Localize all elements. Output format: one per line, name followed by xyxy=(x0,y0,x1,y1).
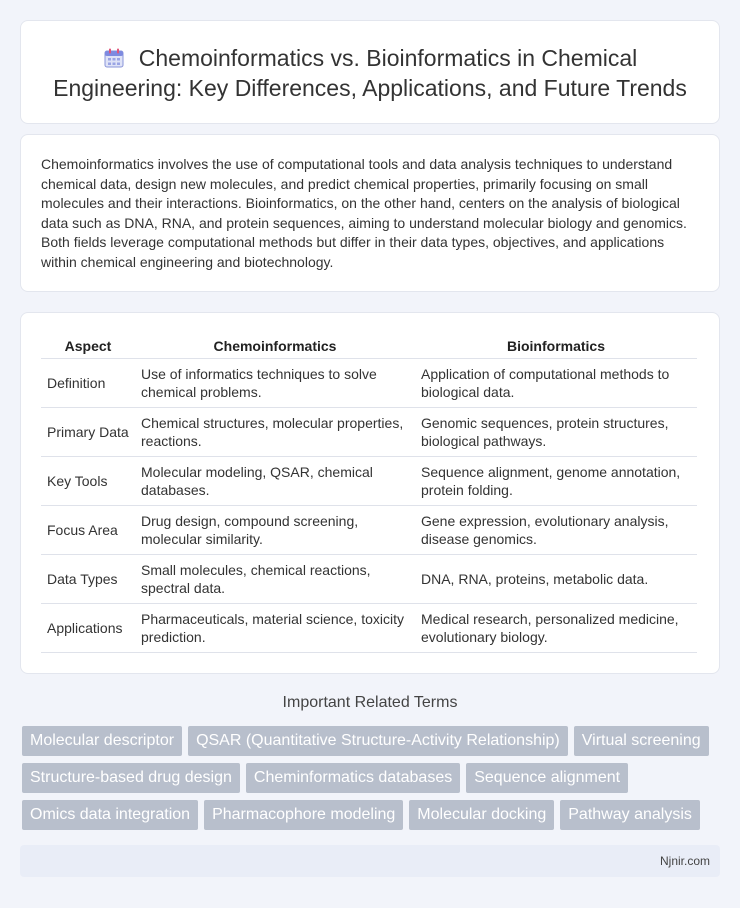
tag-virtual-screening[interactable]: Virtual screening xyxy=(574,726,709,756)
tag-molecular-descriptor[interactable]: Molecular descriptor xyxy=(22,726,182,756)
aspect-cell: Focus Area xyxy=(41,505,135,554)
header-chemoinformatics: Chemoinformatics xyxy=(135,333,415,358)
bio-cell: Application of computational methods to biological data. xyxy=(415,358,697,407)
comparison-table xyxy=(41,333,697,653)
tag-structure-based-drug-design[interactable]: Structure-based drug design xyxy=(22,763,240,793)
intro-card xyxy=(20,134,720,292)
table-header-row xyxy=(41,333,697,358)
tag-omics-data-integration[interactable]: Omics data integration xyxy=(22,800,198,830)
title-card xyxy=(20,20,720,124)
calendar-icon xyxy=(103,46,125,68)
aspect-cell: Applications xyxy=(41,603,135,652)
tag-sequence-alignment[interactable]: Sequence alignment xyxy=(466,763,628,793)
bio-cell: DNA, RNA, proteins, metabolic data. xyxy=(415,554,697,603)
chem-cell: Small molecules, chemical reactions, spectral data. xyxy=(135,554,415,603)
table-row xyxy=(41,603,697,652)
header-aspect: Aspect xyxy=(41,333,135,358)
chem-cell: Use of informatics techniques to solve chemical problems. xyxy=(135,358,415,407)
table-row xyxy=(41,505,697,554)
chem-cell: Pharmaceuticals, material science, toxicity prediction. xyxy=(135,603,415,652)
tag-row xyxy=(22,763,722,793)
aspect-cell: Key Tools xyxy=(41,456,135,505)
chem-cell: Molecular modeling, QSAR, chemical databases. xyxy=(135,456,415,505)
page-title-text: Chemoinformatics vs. Bioinformatics in Chemical Engineering: Key Differences, Applications, and Future Trends xyxy=(53,45,687,101)
table-row xyxy=(41,456,697,505)
comparison-card xyxy=(20,312,720,674)
tag-pathway-analysis[interactable]: Pathway analysis xyxy=(560,800,700,830)
table-row xyxy=(41,358,697,407)
tag-molecular-docking[interactable]: Molecular docking xyxy=(409,800,554,830)
chem-cell: Drug design, compound screening, molecular similarity. xyxy=(135,505,415,554)
bio-cell: Gene expression, evolutionary analysis, disease genomics. xyxy=(415,505,697,554)
bio-cell: Sequence alignment, genome annotation, protein folding. xyxy=(415,456,697,505)
bio-cell: Genomic sequences, protein structures, biological pathways. xyxy=(415,407,697,456)
tag-qsar[interactable]: QSAR (Quantitative Structure-Activity Relationship) xyxy=(188,726,568,756)
tag-pharmacophore-modeling[interactable]: Pharmacophore modeling xyxy=(204,800,403,830)
page-title xyxy=(41,43,699,103)
tag-row xyxy=(22,800,722,830)
table-row xyxy=(41,554,697,603)
related-terms-list xyxy=(22,726,722,837)
footer-brand[interactable]: Njnir.com xyxy=(659,854,710,868)
intro-paragraph: Chemoinformatics involves the use of computational tools and data analysis techniques to understand chemical data, design new molecules, and predict chemical properties, primarily focusing on small molecules and their interactions. Bioinformatics, on the other hand, centers on the analysis of biological data such as DNA, RNA, and protein sequences, aiming to understand molecular biology and genomics. Both fields leverage computational methods but differ in their data types, objectives, and applications within chemical engineering and biotechnology. xyxy=(41,156,687,270)
chem-cell: Chemical structures, molecular properties, reactions. xyxy=(135,407,415,456)
related-terms-heading: Important Related Terms xyxy=(282,694,458,711)
header-bioinformatics: Bioinformatics xyxy=(415,333,697,358)
aspect-cell: Primary Data xyxy=(41,407,135,456)
footer xyxy=(20,845,720,877)
tag-cheminformatics-databases[interactable]: Cheminformatics databases xyxy=(246,763,460,793)
aspect-cell: Data Types xyxy=(41,554,135,603)
bio-cell: Medical research, personalized medicine, evolutionary biology. xyxy=(415,603,697,652)
aspect-cell: Definition xyxy=(41,358,135,407)
table-row xyxy=(41,407,697,456)
tag-row xyxy=(22,726,722,756)
